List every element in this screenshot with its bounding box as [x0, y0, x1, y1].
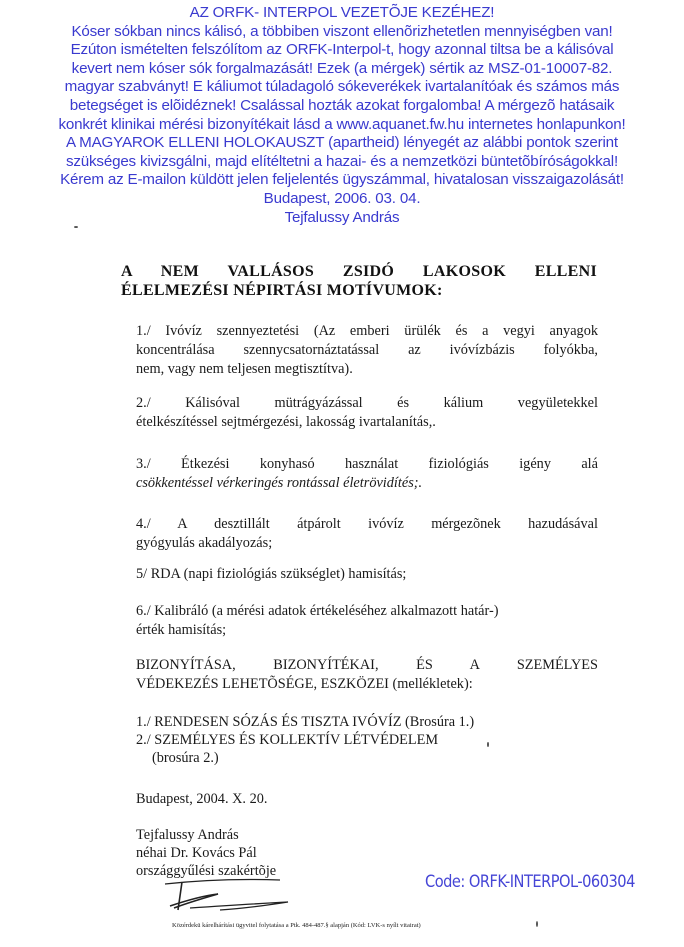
header-line: szükséges kivizsgálni, majd elítéltetni a hazai- és a nemzetközi büntetõbíróságokkal!: [66, 152, 618, 170]
item-line: 5/ RDA (napi fiziológiás szükséglet) hamisítás;: [136, 566, 407, 582]
title-line: ÉLELMEZÉSI NÉPIRTÁSI MOTÍVUMOK:: [121, 282, 443, 299]
heading-line: VÉDEKEZÉS LEHETÕSÉGE, ESZKÖZEI (mellékletek):: [136, 676, 473, 692]
header-line: Ezúton ismételten felszólítom az ORFK-Interpol-t, hogy azonnal tiltsa be a kálisóval: [70, 41, 614, 59]
header-line: AZ ORFK- INTERPOL VEZETÕJE KEZÉHEZ!: [189, 4, 495, 21]
item-line: 1./ Ivóvíz szennyeztetési (Az emberi ürülék és a vegyi anyagok: [136, 323, 598, 339]
scan-speck: [536, 921, 538, 927]
header-line: magyar szabványt! E káliumot túladagoló sókeverékek ivartalanítóak és számos más: [64, 78, 620, 96]
item-line: gyógyulás akadályozás;: [136, 535, 273, 551]
list-item-2: [136, 394, 598, 432]
header-date: Budapest, 2006. 03. 04.: [263, 189, 421, 207]
list-item-1: [136, 322, 598, 379]
signatory-title: országgyűlési szakértõje: [136, 863, 277, 879]
scan-speck: [74, 226, 78, 228]
list-item-3: [136, 455, 598, 493]
item-line: koncentrálása szennycsatornáztatással az ivóvízbázis folyókba,: [136, 342, 598, 358]
signature-mark: [160, 878, 330, 918]
signatory-name: Tejfalussy András: [136, 827, 239, 843]
heading-line: BIZONYÍTÁSA, BIZONYÍTÉKAI, ÉS A SZEMÉLYES: [136, 657, 598, 673]
item-line: nem, vagy nem teljesen megtisztítva).: [136, 361, 353, 377]
document-title: [121, 262, 597, 300]
list-item-4: [136, 515, 598, 553]
place-date: Budapest, 2004. X. 20.: [136, 791, 268, 807]
attachment-2: 2./ SZEMÉLYES ÉS KOLLEKTÍV LÉTVÉDELEM: [136, 732, 439, 748]
signatory-block: [136, 826, 276, 880]
title-line: A NEM VALLÁSOS ZSIDÓ LAKOSOK ELLENI: [121, 263, 597, 280]
attachment-1: 1./ RENDESEN SÓZÁS ÉS TISZTA IVÓVÍZ (Brosúra 1.): [136, 714, 475, 730]
scan-speck: [487, 742, 489, 747]
item-line: 2./ Kálisóval mütrágyázással és kálium vegyületekkel: [136, 395, 598, 411]
header-line: konkrét klinikai mérési bizonyítékait lásd a www.aquanet.fw.hu internetes honlapunkon!: [58, 115, 626, 133]
item-line: csökkentéssel vérkeringés rontással életrövidítés;.: [136, 475, 423, 491]
case-code-stamp: Code: ORFK-INTERPOL-060304: [425, 872, 635, 892]
header-line: kevert nem kóser sók forgalmazását! Ezek (a mérgek) sértik az MSZ-01-10007-82.: [71, 59, 613, 77]
header-line: Kérem az E-mailon küldött jelen feljelentés ügyszámmal, hivatalosan visszaigazolását!: [60, 171, 624, 189]
list-item-5: [136, 565, 598, 584]
footer-note: Közérdekü kárelhárítási ügyvitel folytatása a Ptk. 484-487.§ alapján (Kód: LVK-s nyílt vitairat): [172, 922, 421, 929]
header-line: A MAGYAROK ELLENI HOLOKAUSZT (apartheid) lényegét az alábbi pontok szerint: [66, 134, 618, 152]
header-line: betegséget is elõidéznek! Csalással hozták azokat forgalomba! A mérgezõ hatásaik: [69, 96, 615, 114]
header-author: Tejfalussy András: [284, 208, 400, 226]
letter-header: [0, 4, 684, 227]
list-item-6: [136, 602, 598, 640]
item-line: ételkészítéssel sejtmérgezési, lakosság ivartalanítás,.: [136, 414, 436, 430]
attachment-2-note: (brosúra 2.): [152, 750, 219, 766]
item-line: 6./ Kalibráló (a mérési adatok értékeléséhez alkalmazott határ-): [136, 603, 499, 619]
signatory-line: néhai Dr. Kovács Pál: [136, 845, 257, 861]
header-line: Kóser sókban nincs kálisó, a többiben viszont ellenõrizhetetlen mennyiségben van!: [71, 22, 613, 40]
item-line: 3./ Étkezési konyhasó használat fiziológiás igény alá: [136, 456, 598, 472]
item-line: érték hamisítás;: [136, 622, 227, 638]
item-line: 4./ A desztillált átpárolt ivóvíz mérgezõnek hazudásával: [136, 516, 598, 532]
evidence-heading: [136, 656, 598, 694]
